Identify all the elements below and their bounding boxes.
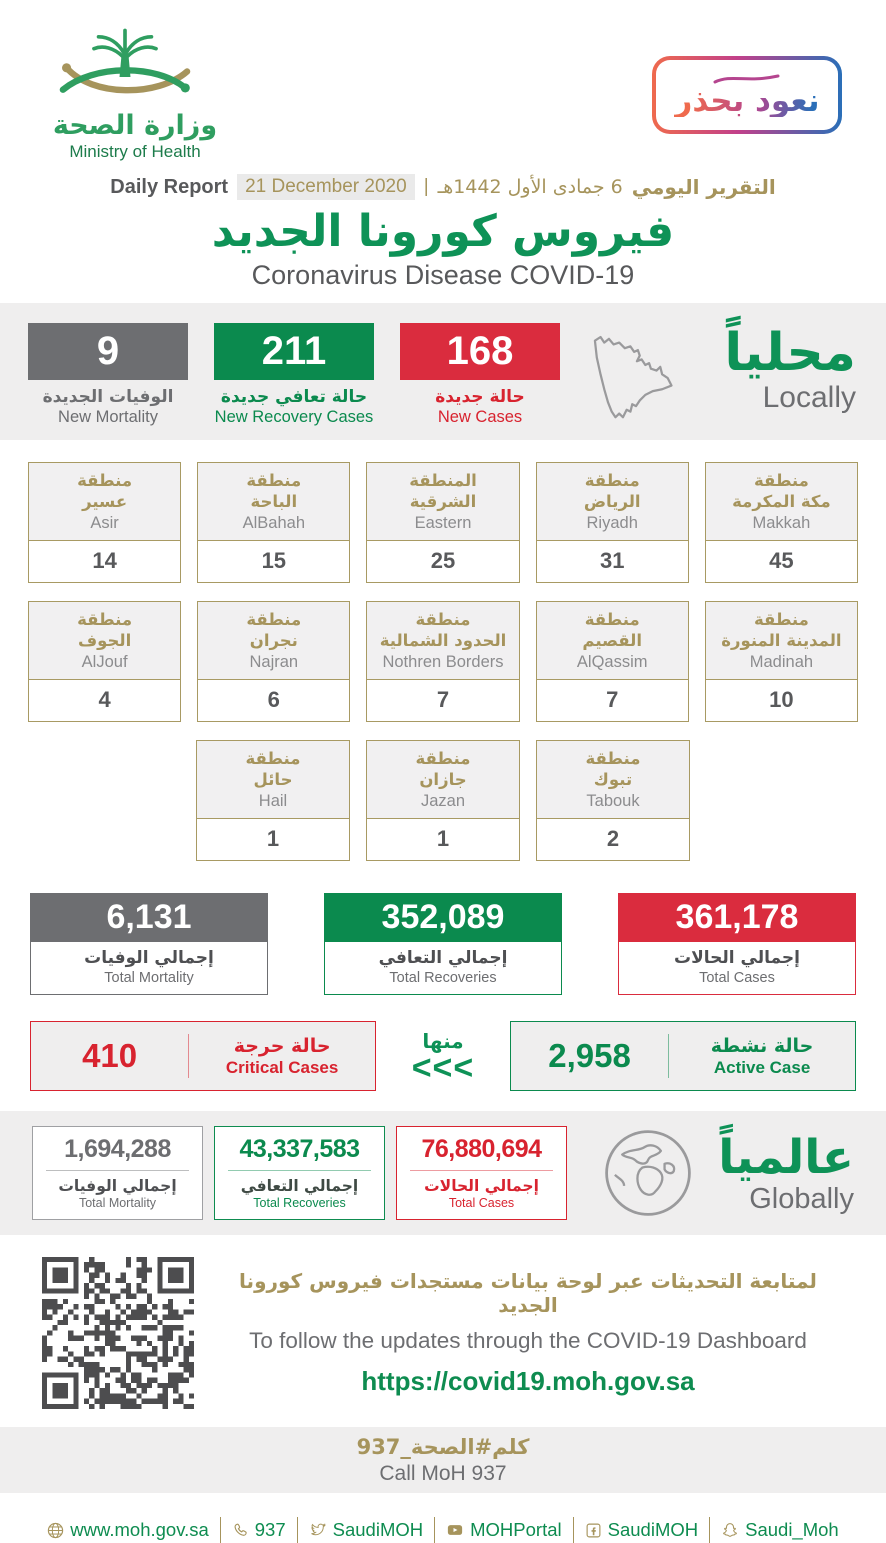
region-en: Hail: [258, 792, 288, 810]
critical-cases-value: 410: [82, 1037, 138, 1074]
footer-link-website[interactable]: [47, 1519, 208, 1541]
global-heading-en: Globally: [749, 1182, 854, 1215]
region-ar1: منطقة: [753, 610, 809, 629]
region-ar2: الحدود الشمالية: [379, 631, 507, 650]
total-recoveries-label-en: Total Recoveries: [389, 970, 497, 986]
region-ar1: منطقة: [77, 471, 133, 490]
region-ar2: الرياض: [583, 492, 641, 511]
region-en: Riyadh: [586, 514, 638, 532]
region-en: Eastern: [414, 514, 472, 532]
region-value: 15: [261, 548, 287, 573]
region-ar2: عسير: [82, 492, 128, 511]
footer-link-facebook[interactable]: [585, 1519, 698, 1541]
local-totals: [0, 893, 886, 995]
new-cases-stat: [400, 323, 560, 440]
total-mortality-label-ar: إجمالي الوفيات: [84, 948, 214, 968]
region-card-riyadh: [536, 462, 689, 583]
region-value: 4: [98, 687, 111, 712]
new-mortality-label-ar: الوفيات الجديدة: [42, 387, 174, 407]
footer-label: www.moh.gov.sa: [70, 1519, 209, 1540]
palm-swords-icon: [50, 24, 200, 108]
region-card-jazan: [366, 740, 520, 861]
region-value: 2: [606, 826, 620, 851]
region-en: AlJouf: [81, 653, 128, 671]
region-value: 7: [606, 687, 619, 712]
region-card-asir: [28, 462, 181, 583]
region-ar1: المنطقة: [409, 471, 477, 490]
dashboard-url-link[interactable]: https://covid19.moh.gov.sa: [361, 1366, 695, 1396]
date-row: [0, 172, 886, 202]
global-heading-ar: عالمياً: [718, 1129, 854, 1185]
region-ar1: منطقة: [584, 610, 640, 629]
logo-title-arabic: وزارة الصحة: [52, 110, 218, 141]
new-recovery-value: 211: [214, 323, 374, 380]
daily-report-label-en: Daily Report: [110, 175, 229, 198]
region-ar2: تبوك: [593, 770, 633, 789]
total-recoveries-box: [324, 893, 562, 995]
region-value: 25: [430, 548, 456, 573]
logo-title-english: Ministry of Health: [69, 142, 201, 161]
locally-section: [0, 303, 886, 440]
page-title-arabic: فيروس كورونا الجديد: [211, 206, 675, 257]
region-ar1: منطقة: [245, 749, 301, 768]
region-ar2: الجوف: [77, 631, 132, 650]
global-cases-label-ar: إجمالي الحالات: [424, 1177, 539, 1195]
footer-label: Saudi_Moh: [745, 1519, 839, 1540]
critical-cases-label-ar: حالة حرجة: [233, 1034, 331, 1057]
global-recoveries-label-en: Total Recoveries: [253, 1196, 346, 1210]
region-ar2: حائل: [253, 770, 293, 789]
region-ar2: نجران: [249, 631, 298, 650]
total-recoveries-value: 352,089: [324, 893, 562, 942]
new-cases-label-ar: حالة جديدة: [435, 387, 525, 407]
new-cases-value: 168: [400, 323, 560, 380]
region-card-albahah: [197, 462, 350, 583]
total-cases-label-en: Total Cases: [699, 970, 775, 986]
active-cases-label-ar: حالة نشطة: [710, 1034, 814, 1057]
region-card-makkah: [705, 462, 858, 583]
call-moh-band: [0, 1427, 886, 1493]
moh-logo: [50, 24, 220, 162]
return-with-caution-badge: [652, 56, 842, 134]
region-value: 10: [769, 687, 794, 712]
region-ar1: منطقة: [415, 610, 471, 629]
call-label-en: Call MoH 937: [379, 1461, 507, 1485]
of-which-indicator: [411, 1029, 475, 1087]
global-recoveries-label-ar: إجمالي التعافي: [240, 1177, 359, 1195]
region-ar1: منطقة: [585, 749, 641, 768]
global-mortality-label-ar: إجمالي الوفيات: [58, 1177, 177, 1195]
region-value: 1: [266, 826, 280, 851]
total-cases-box: [618, 893, 856, 995]
footer-divider: [573, 1517, 574, 1543]
footer-divider: [297, 1517, 298, 1543]
footer-label: SaudiMOH: [332, 1519, 424, 1540]
region-en: Tabouk: [586, 792, 640, 810]
qr-code: [42, 1257, 194, 1409]
snapchat-icon: [721, 1521, 739, 1539]
footer-divider: [220, 1517, 221, 1543]
new-recovery-label-ar: حالة تعافي جديدة: [220, 387, 368, 407]
new-mortality-label-en: New Mortality: [58, 408, 158, 426]
total-mortality-label-en: Total Mortality: [104, 970, 194, 986]
region-ar1: منطقة: [753, 471, 809, 490]
region-value: 6: [267, 687, 280, 712]
dashboard-note-ar: لمتابعة التحديثات عبر لوحة بيانات مستجدات فيروس كورونا الجديد: [239, 1269, 817, 1317]
dashboard-section: [0, 1235, 886, 1427]
new-cases-label-en: New Cases: [437, 408, 523, 426]
region-ar1: منطقة: [584, 471, 640, 490]
region-ar2: المدينة المنورة: [721, 631, 842, 650]
new-mortality-stat: [28, 323, 188, 440]
footer-link-twitter[interactable]: [309, 1519, 423, 1541]
active-cases-value: 2,958: [548, 1037, 631, 1074]
region-en: AlBahah: [242, 514, 305, 532]
globe-icon: [602, 1127, 694, 1219]
critical-cases-label-en: Critical Cases: [225, 1057, 339, 1077]
region-card-alqassim: [536, 601, 689, 722]
new-recovery-stat: [214, 323, 374, 440]
region-ar2: الباحة: [250, 492, 298, 511]
twitter-icon: [309, 1521, 327, 1539]
region-card-hail: [196, 740, 350, 861]
regions-grid: [0, 440, 886, 861]
region-card-aljouf: [28, 601, 181, 722]
call-hashtag-ar: كلم#الصحة_937: [356, 1434, 530, 1459]
global-mortality-label-en: Total Mortality: [78, 1196, 157, 1210]
locally-heading-ar: محلياً: [724, 323, 856, 383]
region-ar2: الشرقية: [409, 492, 477, 511]
region-en: Makkah: [752, 514, 811, 532]
global-cases-label-en: Total Cases: [448, 1196, 515, 1210]
global-mortality-box: [32, 1126, 203, 1220]
hijri-date: 6 جمادى الأول 1442هـ: [437, 176, 623, 198]
global-cases-value: 76,880,694: [421, 1135, 542, 1163]
region-ar2: القصيم: [582, 631, 643, 650]
global-section: [0, 1111, 886, 1235]
locally-heading-en: Locally: [762, 381, 856, 414]
critical-active-row: [0, 1021, 886, 1091]
dashboard-note-en: To follow the updates through the COVID-19 Dashboard: [249, 1328, 807, 1353]
region-ar2: جازان: [419, 770, 467, 789]
footer-divider: [434, 1517, 435, 1543]
footer-divider: [709, 1517, 710, 1543]
total-cases-value: 361,178: [618, 893, 856, 942]
gregorian-date: 21 December 2020: [237, 174, 415, 200]
region-ar1: منطقة: [415, 749, 471, 768]
saudi-arabia-map-icon: [580, 325, 692, 440]
region-card-najran: [197, 601, 350, 722]
of-which-label: منها: [422, 1029, 464, 1053]
new-mortality-value: 9: [28, 323, 188, 380]
header: [0, 0, 886, 168]
region-card-northern-borders: [366, 601, 519, 722]
total-cases-label-ar: إجمالي الحالات: [674, 948, 800, 968]
footer-label: 937: [254, 1519, 286, 1540]
region-value: 14: [92, 548, 117, 573]
region-ar2: مكة المكرمة: [732, 492, 831, 511]
region-card-eastern: [366, 462, 519, 583]
footer-link-youtube[interactable]: [446, 1519, 562, 1541]
new-recovery-label-en: New Recovery Cases: [214, 408, 374, 426]
footer-link-phone[interactable]: [232, 1519, 286, 1541]
region-en: Asir: [90, 514, 119, 532]
region-en: Madinah: [749, 653, 814, 671]
footer-label: SaudiMOH: [607, 1519, 699, 1540]
daily-report-label-ar: التقرير اليومي: [631, 175, 776, 199]
global-recoveries-box: [214, 1126, 385, 1220]
region-ar1: منطقة: [246, 610, 302, 629]
global-cases-box: [396, 1126, 567, 1220]
region-en: Jazan: [420, 792, 466, 810]
region-value: 7: [436, 687, 450, 712]
total-mortality-box: [30, 893, 268, 995]
region-value: 1: [436, 826, 450, 851]
global-recoveries-value: 43,337,583: [239, 1135, 360, 1163]
left-chevrons-icon: <<<: [411, 1049, 475, 1087]
region-en: Nothren Borders: [382, 653, 504, 671]
global-mortality-value: 1,694,288: [64, 1135, 171, 1163]
footer-link-snapchat[interactable]: [721, 1519, 839, 1541]
total-recoveries-label-ar: إجمالي التعافي: [378, 948, 508, 968]
region-card-tabouk: [536, 740, 690, 861]
region-value: 31: [599, 548, 625, 573]
footer-label: MOHPortal: [470, 1519, 562, 1540]
youtube-icon: [446, 1521, 464, 1539]
critical-cases-box: [30, 1021, 376, 1091]
badge-label: نعود بحذر: [674, 83, 820, 119]
total-mortality-value: 6,131: [30, 893, 268, 942]
region-card-madinah: [705, 601, 858, 722]
active-cases-label-en: Active Case: [713, 1057, 811, 1077]
page-title-english: Coronavirus Disease COVID-19: [251, 260, 635, 290]
region-value: 45: [769, 548, 794, 573]
region-en: Najran: [249, 653, 299, 671]
date-separator: |: [423, 176, 429, 197]
active-cases-box: [510, 1021, 856, 1091]
region-ar1: منطقة: [246, 471, 302, 490]
region-en: AlQassim: [576, 653, 648, 671]
region-ar1: منطقة: [77, 610, 133, 629]
